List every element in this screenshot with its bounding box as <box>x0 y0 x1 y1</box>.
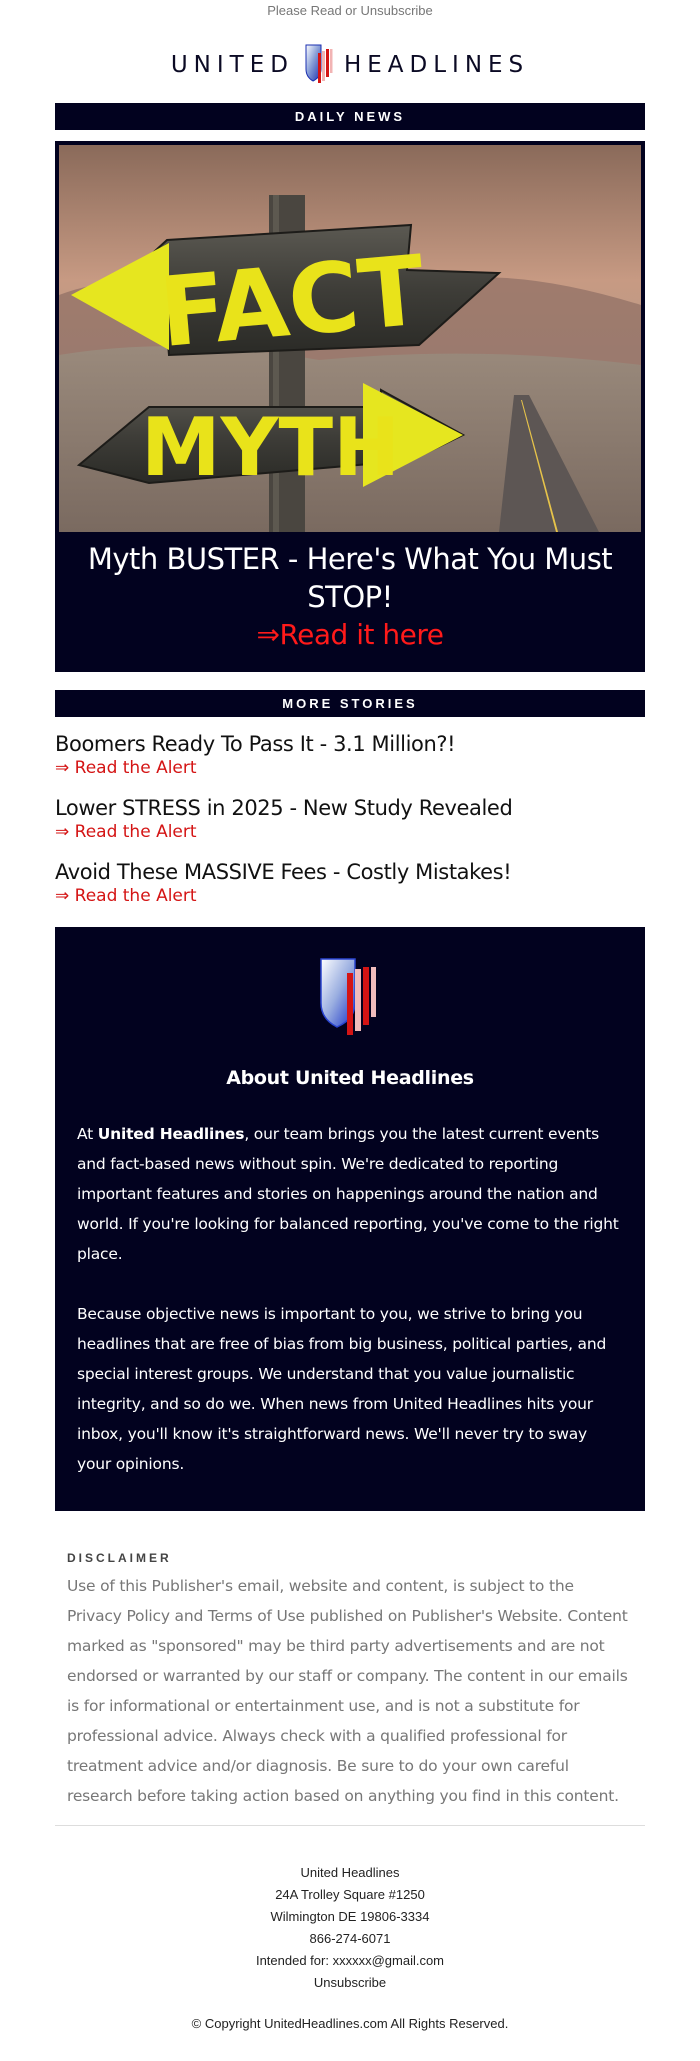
copyright-text: © Copyright UnitedHeadlines.com All Rights Reserved. <box>191 2016 509 2031</box>
preheader-separator: or <box>341 3 361 18</box>
footer-unsubscribe-link[interactable]: Unsubscribe <box>313 1975 387 1990</box>
about-p1-brand: United Headlines <box>97 1125 245 1143</box>
about-p1-rest: , our team brings you the latest current events and fact-based news without spin. We're dedicated to reporting important features and stories on happenings around the nation and world. If you're looking for balanced reporting, you've come to the right place. <box>77 1125 619 1263</box>
story-title[interactable]: Boomers Ready To Pass It - 3.1 Million?! <box>55 732 456 756</box>
about-paragraph-2: Because objective news is important to you, we strive to bring you headlines that are free of bias from big business, political parties, and special interest groups. We understand that you value journalistic integrity, and so do we. When news from United Headlines hits your inbox, you'll know it's straightforward news. We'll never try to sway your opinions. <box>77 1305 607 1473</box>
content-wrapper <box>55 103 645 2031</box>
story-title[interactable]: Lower STRESS in 2025 - New Study Revealed <box>55 796 513 820</box>
shield-flag-logo-icon <box>317 955 383 1037</box>
about-p1-prefix: At <box>77 1125 98 1143</box>
story-title[interactable]: Avoid These MASSIVE Fees - Costly Mistakes! <box>55 860 512 884</box>
story-item <box>55 731 645 779</box>
hero-read-link[interactable]: ⇒Read it here <box>256 618 444 651</box>
story-item <box>55 795 645 843</box>
read-link[interactable]: Please Read <box>267 3 342 18</box>
brand-logo[interactable] <box>0 37 700 93</box>
disclaimer-body: Use of this Publisher's email, website and content, is subject to the Privacy Policy and Terms of Use published on Publisher's Website. Content marked as "sponsored" may be third party advertisements and are not endorsed or warranted by our staff or company. The content in our emails is for informational or entertainment use, and is not a substitute for professional advice. Always check with a qualified professional for treatment advice and/or diagnosis. Be sure to do your own careful research before taking action based on anything you find in this content. <box>67 1577 628 1805</box>
logo-word-right: HEADLINES <box>343 52 530 78</box>
about-title: About United Headlines <box>226 1067 474 1089</box>
story-read-alert-link[interactable]: ⇒ Read the Alert <box>55 886 197 906</box>
fact-myth-hero-image[interactable] <box>59 145 641 532</box>
about-paragraph-1 <box>77 1119 623 1269</box>
hero-sign-myth-text: MYTH <box>141 401 401 494</box>
story-read-alert-link[interactable]: ⇒ Read the Alert <box>55 822 197 842</box>
hero-headline[interactable]: Myth BUSTER - Here's What You Must STOP! <box>87 542 613 614</box>
footer-address <box>55 1826 645 1994</box>
footer-address-line-2: Wilmington DE 19806-3334 <box>270 1909 430 1924</box>
footer-phone: 866-274-6071 <box>309 1931 391 1946</box>
footer-company: United Headlines <box>300 1865 400 1880</box>
logo-word-left: UNITED <box>170 52 294 78</box>
more-stories-bar: MORE STORIES <box>55 690 645 717</box>
story-item <box>55 859 645 907</box>
disclaimer-section <box>55 1511 645 1825</box>
story-read-alert-link[interactable]: ⇒ Read the Alert <box>55 758 197 778</box>
footer-address-line-1: 24A Trolley Square #1250 <box>275 1887 425 1902</box>
hero-block <box>55 141 645 672</box>
footer-intended-for: Intended for: xxxxxx@gmail.com <box>255 1953 445 1968</box>
daily-news-bar: DAILY NEWS <box>55 103 645 130</box>
hero-sign-fact-text: FACT <box>155 234 429 370</box>
preheader <box>0 0 700 31</box>
story-list <box>55 731 645 907</box>
about-section <box>55 927 645 1511</box>
shield-flag-logo-icon <box>304 43 334 87</box>
disclaimer-heading: DISCLAIMER <box>67 1551 172 1565</box>
top-unsubscribe-link[interactable]: Unsubscribe <box>360 3 433 18</box>
